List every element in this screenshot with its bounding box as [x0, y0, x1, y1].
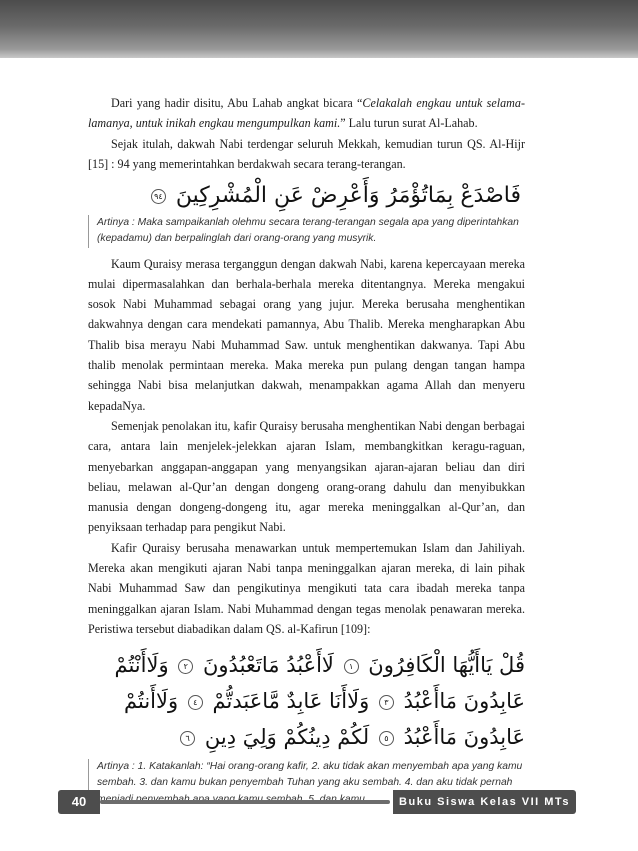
paragraph-dakwah-terang: Sejak itulah, dakwah Nabi terdengar seluruh Mekkah, kemudian turun QS. Al-Hijr [15] : 94 yang memerintahkan berdakwah secara terang-terangan. — [88, 136, 525, 171]
verse-number-badge: ٢ — [178, 659, 193, 674]
abu-lahab-quote: Celakalah engkau untuk selama-lamanya, untuk inikah engkau mengumpulkan kami. — [88, 96, 525, 131]
arabic-text: لَكُمْ دِينُكُمْ وَلِيَ دِينِ — [204, 725, 370, 750]
verse-number-badge: ١ — [344, 659, 359, 674]
arabic-text: فَاصْدَعْ بِمَاتُؤْمَرُ وَأَعْرِضْ عَنِ الْمُشْرِكِينَ — [175, 183, 521, 209]
arabic-text: وَلَاأَنْتُمْ عَابِدُونَ مَاأَعْبُدُ — [114, 653, 525, 714]
arabic-text: وَلَاأَنَا عَابِدٌ مَّاعَبَدتُّمْ — [212, 689, 370, 714]
arabic-verse-al-kafirun — [88, 647, 525, 755]
translation-al-kafirun: Artinya : 1. Katakanlah: “Hai orang-orang kafir, 2. aku tidak akan menyembah apa yang kamu sembah. 3. dan kamu bukan penyembah Tuhan yang aku sembah. 4. dan aku tidak pernah — [88, 759, 525, 808]
verse-number-badge: ٥ — [379, 731, 394, 746]
paragraph-text: ” Lalu turun surat Al-Lahab. — [340, 116, 478, 131]
footer-divider — [100, 800, 390, 804]
verse-number-badge: ٩٤ — [151, 189, 166, 204]
arabic-text: قُلْ يَاأَيُّهَا الْكَافِرُونَ — [368, 653, 525, 678]
verse-number-badge: ٤ — [188, 695, 203, 710]
paragraph-tawaran-quraisy: Kafir Quraisy berusaha menawarkan untuk mempertemukan Islam dan Jahiliyah. Mereka akan mengikuti ajaran Nabi tanpa meninggalkan ajaran mereka, di lain pihak Nabi Muhammad Saw dan pengikutinya mengikuti tata cara ibadah mereka tanpa meninggalkan ajaran Islam. Nabi Muhammad dengan tegas menolak penawaran mereka. Peristiwa tersebut diabadikan dalam QS. al-Kafirun [109]: — [88, 540, 525, 636]
translation-al-hijr: Artinya : Maka sampaikanlah olehmu secara terang-terangan segala apa yang diperintahkan (kepadamu) dan berpalinglah dari orang-orang yang musyrik. — [88, 215, 525, 247]
arabic-text: وَلَاأَنتُمْ عَابِدُونَ مَاأَعْبُدُ — [124, 689, 525, 750]
verse-number-badge: ٣ — [379, 695, 394, 710]
page-content — [88, 93, 525, 814]
paragraph-penolakan: Semenjak penolakan itu, kafir Quraisy berusaha menghentikan Nabi dengan berbagai cara, antara lain menjelek-jelekkan ajaran Islam, membangkitkan keragu-raguan, menyebarkan anggapan-anggapan yang menyangsikan ajaran-ajaran beliau dan diri beliau, melawan al-Qur’an dengan dongeng orang-orang dahulu dan menyibukkan manusia dengan dongeng-dongeng itu, agar mereka meninggalkan al-Qur’an, dan penyiksaan terhadap para pengikut Nabi. — [88, 418, 525, 535]
arabic-text: لَاأَعْبُدُ مَاتَعْبُدُونَ — [202, 653, 334, 678]
book-title: Buku Siswa Kelas VII MTs — [393, 790, 576, 814]
header-gradient-bar — [0, 0, 638, 58]
paragraph-abu-lahab — [88, 93, 525, 134]
paragraph-quraisy-terganggu: Kaum Quraisy merasa terganggun dengan dakwah Nabi, karena kepercayaan mereka mulai dipermasalahkan dan berhala-berhala mereka ditentangnya. Mereka mengakui sosok Nabi Muhammad sebagai orang yang jujur. Mereka berusaha menghentikan dakwahnya dengan cara mendekati pamannya, Abu Thalib. Mereka mengharapkan Abu Thalib bisa merayu Nabi Muhammad Saw. untuk menghentikan dakwanya. Tapi Abu thalib menolak permintaan mereka. Maka mereka pun pulang dengan tangan hampa sehingga Nabi bisa melanjutkan dakwah, menampakkan agama Allah dan menyeru kepadaNya. — [88, 256, 525, 413]
page-number: 40 — [58, 790, 100, 814]
verse-number-badge: ٦ — [180, 731, 195, 746]
page-footer — [58, 790, 576, 814]
paragraph-text: Dari yang hadir disitu, Abu Lahab angkat bicara “ — [111, 96, 363, 110]
arabic-verse-al-hijr — [88, 181, 525, 211]
